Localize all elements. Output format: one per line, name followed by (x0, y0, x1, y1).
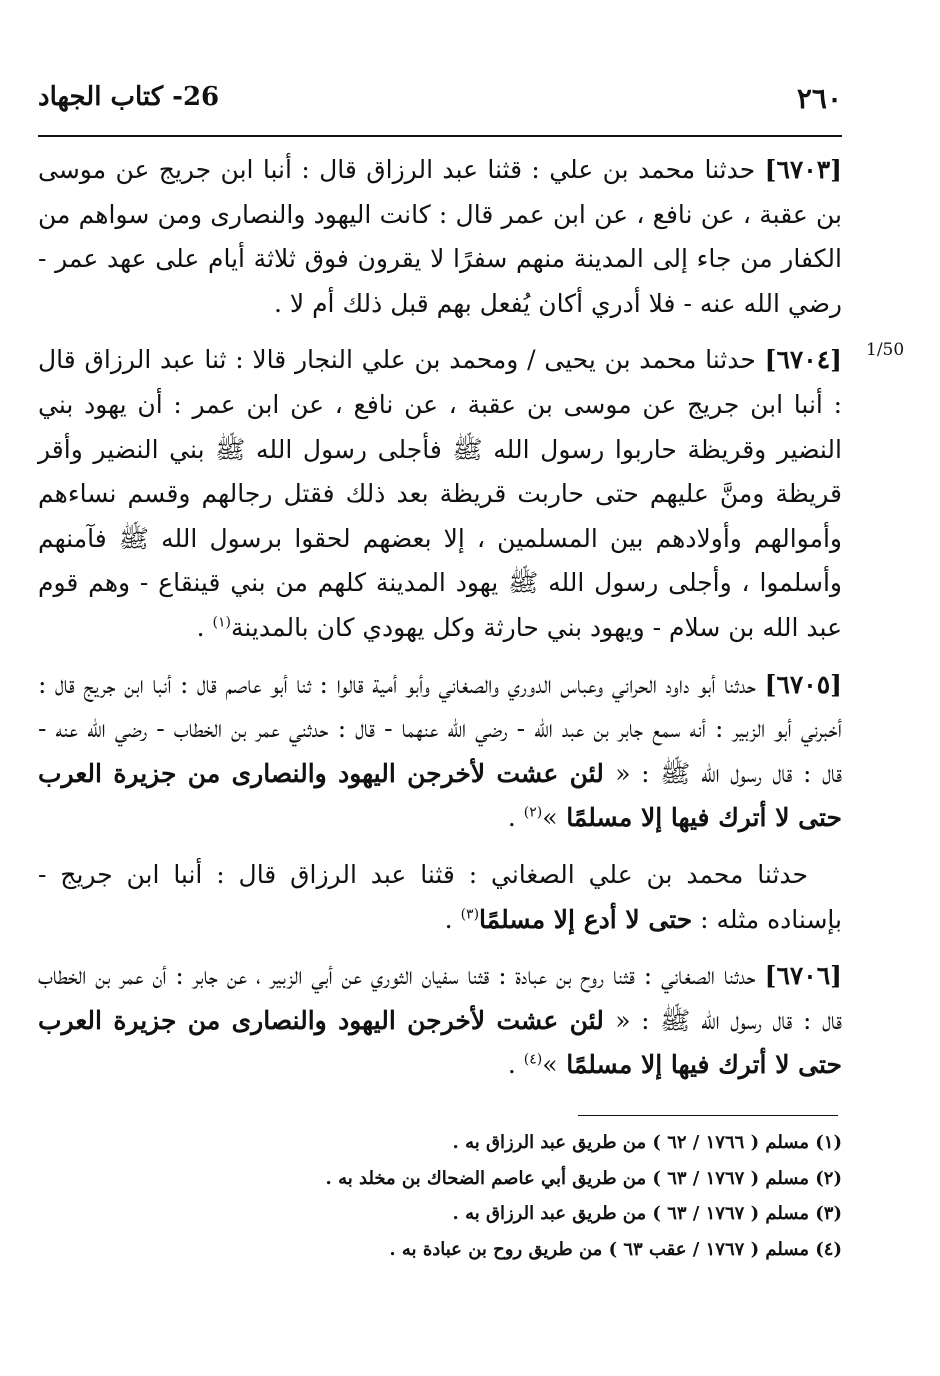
hadith-text: حدثنا أبو داود الحراني وعباس الدوري والصغاني وأبو أمية قالوا : ثنا أبو عاصم قال : أنبا ابن جريج قال : أخبرني أبو الزبير : أنه سمع جابر بن عبد الله - رضي الله عنهما - قال : حدثني عمر بن الخطاب - رضي الله عنه - قال : قال رسول الله ﷺ : « (38, 669, 843, 788)
header-divider (38, 135, 842, 137)
footnote-3: (٣) مسلم ( ١٧٦٧ / ٦٣ ) من طريق عبد الرزاق به . (452, 1203, 842, 1224)
footnote-marker[interactable]: (٢) (523, 804, 543, 821)
footnote-1: (١) مسلم ( ١٧٦٦ / ٦٢ ) من طريق عبد الرزاق به . (452, 1132, 842, 1153)
footnote-4: (٤) مسلم ( ١٧٦٧ / عقب ٦٣ ) من طريق روح بن عبادة به . (389, 1238, 842, 1260)
footnote-divider (578, 1115, 838, 1116)
quote-close: » (542, 1050, 558, 1080)
prophetic-quote: حتى لا أدع إلا مسلمًا (479, 904, 693, 934)
main-text (38, 148, 842, 1100)
hadith-text: حدثنا محمد بن علي الصغاني : قثنا عبد الرزاق قال : أنبا ابن جريج - بإسناده مثله : (38, 859, 842, 934)
hadith-number: [٦٧٠٥] (764, 669, 842, 699)
hadith-number: [٦٧٠٦] (764, 961, 842, 991)
hadith-variant (38, 853, 842, 942)
page-header (38, 82, 842, 122)
hadith-number: [٦٧٠٣] (764, 155, 842, 184)
footnote-marker[interactable]: (٤) (523, 1051, 543, 1068)
chapter-title: 26- كتاب الجهاد (38, 82, 220, 112)
hadith-end: . (507, 803, 524, 833)
hadith-text: حدثنا الصغاني : قثنا روح بن عبادة : قثنا سفيان الثوري عن أبي الزبير ، عن جابر : أن عمر بن الخطاب قال : قال رسول الله ﷺ : « (38, 961, 843, 1035)
footnote-marker[interactable]: (٣) (460, 906, 480, 923)
hadith-6705 (38, 663, 842, 841)
hadith-text: حدثنا محمد بن يحيى / ومحمد بن علي النجار قالا : ثنا عبد الرزاق قال : أنبا ابن جريج عن موسى بن عقبة ، عن نافع ، عن ابن عمر : أن يهود بني النضير وقريظة حاربوا رسول الله ﷺ فأجلى رسول الله ﷺ بني النضير وأقر قريظة ومنَّ عليهم حتى حاربت قريظة بعد ذلك فقتل رجالهم وقسم نساءهم وأموالهم وأولادهم بين المسلمين ، إلا بعضهم لحقوا برسول الله ﷺ فآمنهم وأسلموا ، وأجلى رسول الله ﷺ يهود المدينة كلهم من بني قينقاع - وهم قوم عبد الله بن سلام - ويهود بني حارثة وكل يهودي كان بالمدينة (38, 345, 842, 642)
prophetic-quote: لئن عشت لأخرجن اليهود والنصارى من جزيرة العرب حتى لا أترك فيها إلا مسلمًا (38, 758, 842, 833)
footnote-2: (٢) مسلم ( ١٧٦٧ / ٦٣ ) من طريق أبي عاصم الضحاك بن مخلد به . (325, 1167, 842, 1189)
hadith-number: [٦٧٠٤] (764, 345, 843, 375)
hadith-6706 (38, 954, 842, 1088)
margin-reference: 1/50 (866, 340, 905, 360)
quote-close: » (542, 803, 558, 833)
footnotes (38, 1125, 842, 1267)
hadith-text: حدثنا محمد بن علي : قثنا عبد الرزاق قال : أنبا ابن جريج عن موسى بن عقبة ، عن نافع ، عن ابن عمر قال : كانت اليهود والنصارى ومن سواهم من الكفار من جاء إلى المدينة منهم سفرًا لا يقرون فوق ثلاثة أيام على عهد عمر - رضي الله عنه - فلا أدري أكان يُفعل بهم قبل ذلك أم لا . (38, 155, 842, 318)
prophetic-quote: لئن عشت لأخرجن اليهود والنصارى من جزيرة العرب حتى لا أترك فيها إلا مسلمًا (38, 1005, 842, 1080)
hadith-end: . (444, 904, 461, 934)
hadith-end: . (196, 612, 213, 642)
page-number: ٢٦٠ (796, 82, 842, 115)
hadith-6703 (38, 148, 842, 326)
hadith-end: . (507, 1050, 524, 1080)
hadith-6704 (38, 338, 842, 650)
footnote-marker[interactable]: (١) (212, 614, 231, 631)
